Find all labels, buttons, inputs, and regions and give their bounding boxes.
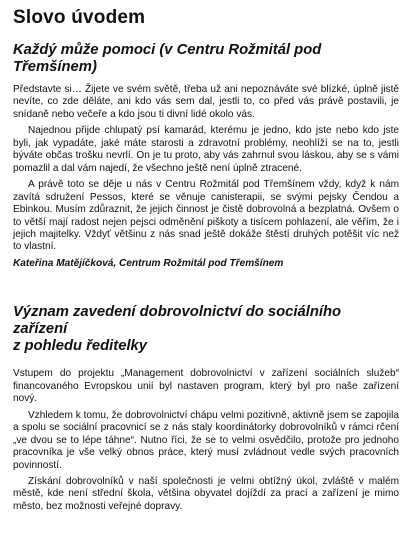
section-heading-volunteering-help: Každý může pomoci (v Centru Rožmitál pod Třemšínem) — [13, 42, 322, 75]
document-page — [13, 6, 399, 517]
page-title: Slovo úvodem — [13, 7, 146, 28]
paragraph: Získání dobrovolníků v naší společnosti je velmi obtížný úkol, zvláště v malém městě, kde není střední škola, většina obyvatel dojíždí za prací a zařízení je mimo město, bez možnosti veřejné dopravy. — [13, 476, 399, 512]
section-heading-director-view — [13, 304, 399, 355]
article-body-first — [13, 84, 399, 270]
paragraph: Najednou přijde chlupatý psí kamarád, kterému je jedno, kdo jste nebo kdo jste byli, jak vypadáte, jaké máte starosti a zdravotní problémy, neohlíží se na to, jestli býváte občas trošku nevrlí. On je tu proto, aby vás zahrnul svou láskou, aby se s vámi pomazlil a dal vám najedí, že všechno ještě není úplně ztracené. — [13, 125, 399, 174]
paragraph: A právě toto se děje u nás v Centru Rožmitál pod Třemšínem vždy, když k nám zavítá sdružení Pessos, které se věnuje canisterapii, se svými pejsky Čendou a Ebinkou. Musím zdůraznit, že jejich činnost je čistě dobrovolná a bezplatná. Ovšem o to větší mají radost nejen pejsci odměnění piškoty a tisícem pohlazení, ale věřím, že i jejich majitelky. Vždyť většinu z nás snad ještě dokáže štěstí druhých potěšit víc než to vlastní. — [13, 179, 399, 253]
paragraph: Vzhledem k tomu, že dobrovolnictví chápu velmi pozitivně, aktivně jsem se zapojila a spolu se sociální pracovnicí se z nás staly koordinátorky dobrovolníků v rámci rčení „ve dvou se to lépe táhne“. Nutno říci, že se to velmi osvědčilo, protože pro jednoho pracovníka je vše velký obnos práce, který musí zvládnout vedle svých pracovních povinností. — [13, 409, 399, 471]
heading-line: z pohledu ředitelky — [13, 338, 148, 355]
article-body-second — [13, 368, 399, 513]
heading-line: Význam zavedení dobrovolnictví do sociálního zařízení — [13, 304, 342, 338]
paragraph: Představte si… Žijete ve svém světě, třeba už ani nepoznáváte své blízké, úplně jistě nevíte, co zde děláte, ani kdo vás sem dal, jestli to, co před vás právě postavili, je snídaně nebo večeře a kdo jsou ti divní lidé okolo vás. — [13, 84, 399, 120]
paragraph: Vstupem do projektu „Management dobrovolnictví v zařízení sociálních služeb“ financovaného Evropskou unií byl nastaven program, který byl pro naše zařízení nový. — [13, 368, 399, 405]
author-signature: Kateřina Matějíčková, Centrum Rožmitál pod Třemšínem — [13, 257, 284, 269]
